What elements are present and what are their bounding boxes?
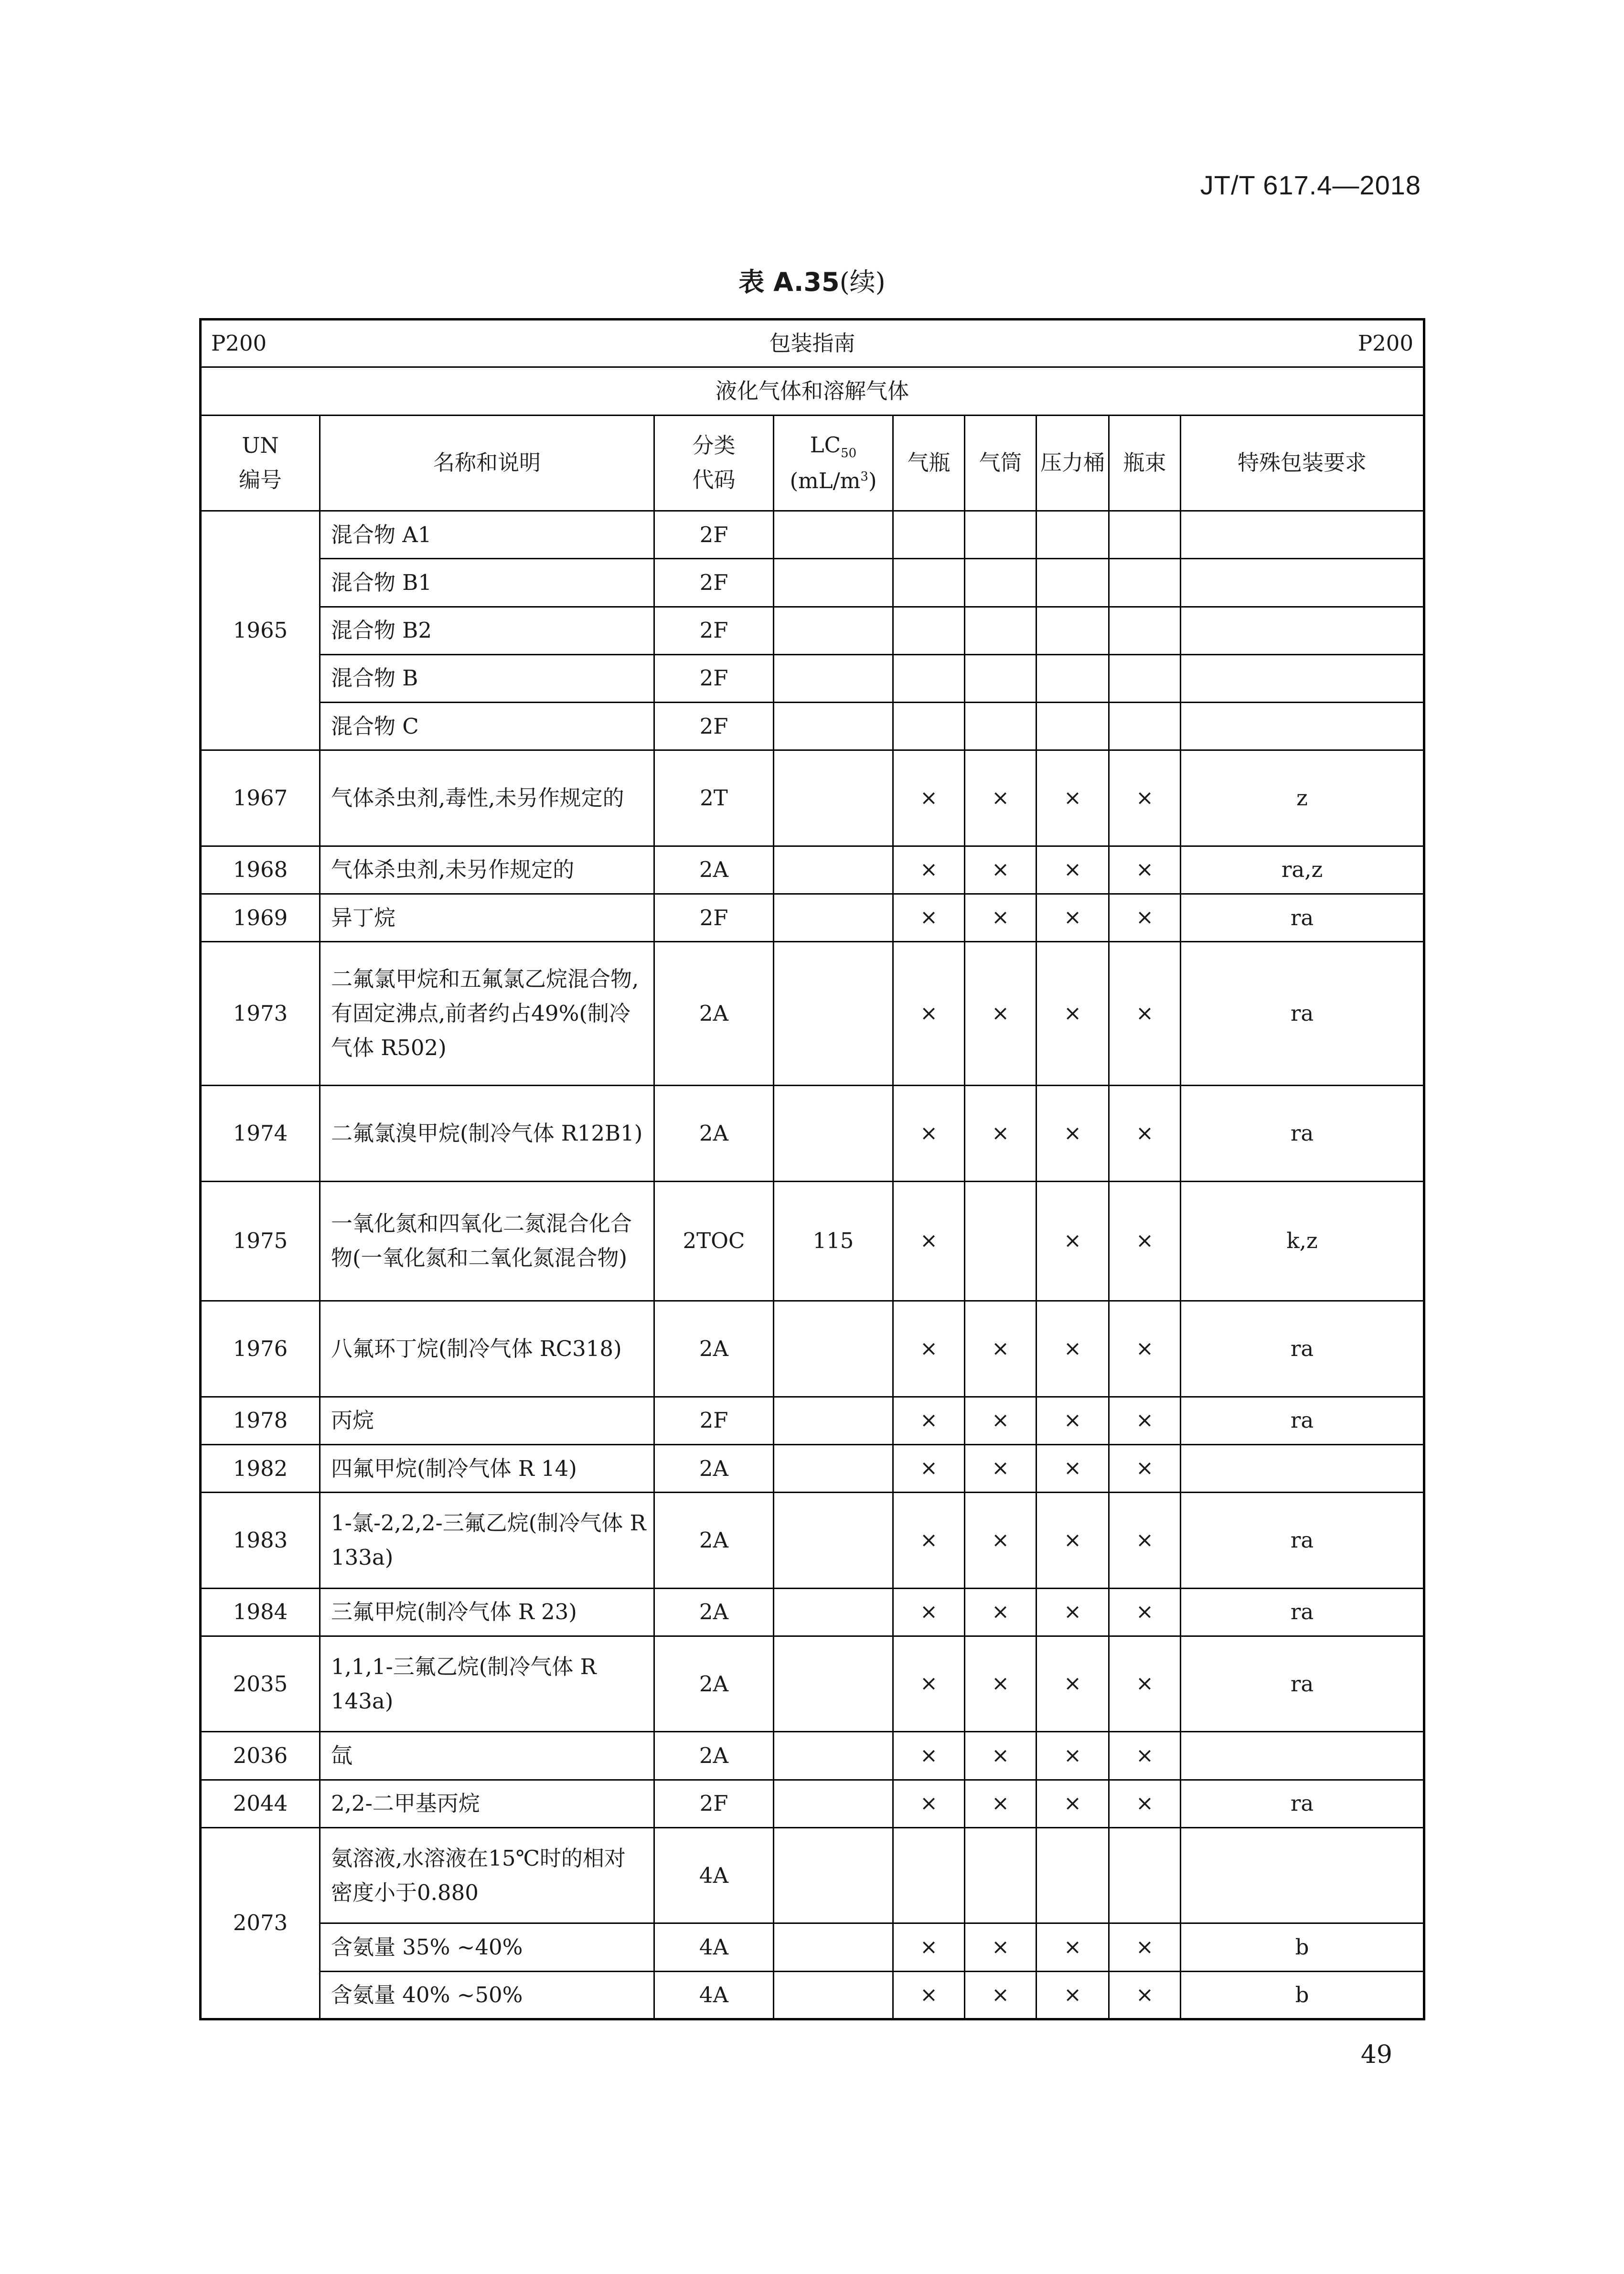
pressure-drums-cell: × bbox=[1036, 1444, 1109, 1492]
substance-name-cell: 混合物 C bbox=[320, 703, 654, 750]
header-lc50-unit-open: (mL/m bbox=[790, 468, 861, 493]
lc50-cell: 115 bbox=[774, 1181, 893, 1301]
tubes-cell bbox=[965, 559, 1036, 607]
table-row bbox=[201, 846, 1424, 894]
tubes-cell bbox=[965, 511, 1036, 559]
cylinders-cell bbox=[893, 511, 965, 559]
special-requirements-cell: ra bbox=[1181, 1301, 1424, 1397]
tubes-cell: × bbox=[965, 1397, 1036, 1444]
lc50-cell bbox=[774, 1588, 893, 1636]
pressure-drums-cell: × bbox=[1036, 1780, 1109, 1827]
class-code-cell: 2F bbox=[654, 1780, 774, 1827]
cylinders-cell bbox=[893, 654, 965, 702]
bundles-cell: × bbox=[1109, 1636, 1181, 1732]
table-row bbox=[201, 1301, 1424, 1397]
lc50-cell bbox=[774, 1923, 893, 1971]
pressure-drums-cell: × bbox=[1036, 1181, 1109, 1301]
table-row bbox=[201, 1397, 1424, 1444]
bundles-cell: × bbox=[1109, 1301, 1181, 1397]
header-lc50-prefix: LC bbox=[810, 432, 841, 458]
bundles-cell bbox=[1109, 607, 1181, 654]
lc50-cell bbox=[774, 1301, 893, 1397]
pressure-drums-cell: × bbox=[1036, 894, 1109, 942]
special-requirements-cell bbox=[1181, 559, 1424, 607]
tubes-cell: × bbox=[965, 846, 1036, 894]
lc50-cell bbox=[774, 1444, 893, 1492]
pressure-drums-cell: × bbox=[1036, 1086, 1109, 1182]
lc50-cell bbox=[774, 703, 893, 750]
class-code-cell: 2TOC bbox=[654, 1181, 774, 1301]
pressure-drums-cell: × bbox=[1036, 942, 1109, 1086]
header-lc50-symbol bbox=[782, 428, 885, 464]
cylinders-cell: × bbox=[893, 894, 965, 942]
table-row bbox=[201, 1493, 1424, 1589]
special-requirements-cell: ra bbox=[1181, 1636, 1424, 1732]
cylinders-cell bbox=[893, 607, 965, 654]
special-requirements-cell: b bbox=[1181, 1971, 1424, 2019]
class-code-cell: 2F bbox=[654, 654, 774, 702]
lc50-cell bbox=[774, 1086, 893, 1182]
cylinders-cell bbox=[893, 1827, 965, 1923]
tubes-cell: × bbox=[965, 1780, 1036, 1827]
table-row bbox=[201, 1588, 1424, 1636]
bundles-cell: × bbox=[1109, 1780, 1181, 1827]
un-number-cell: 1976 bbox=[201, 1301, 320, 1397]
substance-name-cell: 混合物 A1 bbox=[320, 511, 654, 559]
lc50-cell bbox=[774, 654, 893, 702]
class-code-cell: 2A bbox=[654, 1732, 774, 1780]
substance-name-cell: 丙烷 bbox=[320, 1397, 654, 1444]
special-requirements-cell bbox=[1181, 607, 1424, 654]
table-body bbox=[201, 320, 1424, 2019]
cylinders-cell: × bbox=[893, 942, 965, 1086]
un-number-cell: 1967 bbox=[201, 750, 320, 846]
page-number: 49 bbox=[1360, 2040, 1392, 2069]
un-number-cell: 2035 bbox=[201, 1636, 320, 1732]
un-number-cell: 1969 bbox=[201, 894, 320, 942]
pressure-drums-cell: × bbox=[1036, 1588, 1109, 1636]
table-row bbox=[201, 559, 1424, 607]
column-header-row bbox=[201, 415, 1424, 511]
bundles-cell: × bbox=[1109, 1971, 1181, 2019]
header-bundles: 瓶束 bbox=[1109, 415, 1181, 511]
class-code-cell: 2A bbox=[654, 1636, 774, 1732]
pressure-drums-cell: × bbox=[1036, 1397, 1109, 1444]
tubes-cell: × bbox=[965, 1636, 1036, 1732]
header-class-line2: 代码 bbox=[692, 467, 736, 493]
table-row bbox=[201, 1971, 1424, 2019]
pressure-drums-cell: × bbox=[1036, 1923, 1109, 1971]
class-code-cell: 2A bbox=[654, 1493, 774, 1589]
class-code-cell: 2F bbox=[654, 894, 774, 942]
bundles-cell: × bbox=[1109, 1181, 1181, 1301]
tubes-cell bbox=[965, 1827, 1036, 1923]
cylinders-cell: × bbox=[893, 1732, 965, 1780]
substance-name-cell: 气体杀虫剂,未另作规定的 bbox=[320, 846, 654, 894]
un-number-cell: 2044 bbox=[201, 1780, 320, 1827]
bundles-cell: × bbox=[1109, 1588, 1181, 1636]
cylinders-cell bbox=[893, 559, 965, 607]
instruction-header-cell bbox=[201, 320, 1424, 367]
substance-name-cell: 2,2-二甲基丙烷 bbox=[320, 1780, 654, 1827]
special-requirements-cell bbox=[1181, 703, 1424, 750]
instruction-title: 包装指南 bbox=[769, 331, 855, 356]
table-row bbox=[201, 750, 1424, 846]
instruction-header-row bbox=[201, 320, 1424, 367]
lc50-cell bbox=[774, 1827, 893, 1923]
tubes-cell: × bbox=[965, 1301, 1036, 1397]
un-number-cell: 1983 bbox=[201, 1493, 320, 1589]
pressure-drums-cell bbox=[1036, 559, 1109, 607]
table-row bbox=[201, 607, 1424, 654]
standard-code: JT/T 617.4—2018 bbox=[1200, 170, 1421, 200]
table-title-suffix: (续) bbox=[839, 267, 886, 297]
lc50-cell bbox=[774, 559, 893, 607]
header-tubes: 气筒 bbox=[965, 415, 1036, 511]
header-lc50-subscript: 50 bbox=[841, 446, 857, 460]
lc50-cell bbox=[774, 1397, 893, 1444]
pressure-drums-cell: × bbox=[1036, 846, 1109, 894]
un-number-cell: 1968 bbox=[201, 846, 320, 894]
class-code-cell: 2A bbox=[654, 846, 774, 894]
special-requirements-cell: ra bbox=[1181, 894, 1424, 942]
class-code-cell: 2A bbox=[654, 1588, 774, 1636]
bundles-cell bbox=[1109, 1827, 1181, 1923]
bundles-cell: × bbox=[1109, 846, 1181, 894]
tubes-cell: × bbox=[965, 1971, 1036, 2019]
substance-name-cell: 氨溶液,水溶液在15℃时的相对密度小于0.880 bbox=[320, 1827, 654, 1923]
pressure-drums-cell: × bbox=[1036, 1971, 1109, 2019]
table-row bbox=[201, 1732, 1424, 1780]
table-row bbox=[201, 1086, 1424, 1182]
un-number-cell: 1984 bbox=[201, 1588, 320, 1636]
class-code-cell: 2A bbox=[654, 1301, 774, 1397]
cylinders-cell: × bbox=[893, 1780, 965, 1827]
class-code-cell: 2A bbox=[654, 942, 774, 1086]
class-code-cell: 2F bbox=[654, 1397, 774, 1444]
header-cylinders: 气瓶 bbox=[893, 415, 965, 511]
header-un-number bbox=[201, 415, 320, 511]
table-row bbox=[201, 1636, 1424, 1732]
lc50-cell bbox=[774, 750, 893, 846]
un-number-cell: 1965 bbox=[201, 511, 320, 750]
special-requirements-cell bbox=[1181, 511, 1424, 559]
header-special-requirements: 特殊包装要求 bbox=[1181, 415, 1424, 511]
substance-name-cell: 四氟甲烷(制冷气体 R 14) bbox=[320, 1444, 654, 1492]
special-requirements-cell: ra bbox=[1181, 1493, 1424, 1589]
bundles-cell bbox=[1109, 654, 1181, 702]
pressure-drums-cell bbox=[1036, 607, 1109, 654]
table-row bbox=[201, 703, 1424, 750]
tubes-cell: × bbox=[965, 894, 1036, 942]
tubes-cell bbox=[965, 654, 1036, 702]
table-row bbox=[201, 654, 1424, 702]
tubes-cell: × bbox=[965, 1588, 1036, 1636]
table-row bbox=[201, 1444, 1424, 1492]
lc50-cell bbox=[774, 846, 893, 894]
lc50-cell bbox=[774, 607, 893, 654]
cylinders-cell: × bbox=[893, 1971, 965, 2019]
lc50-cell bbox=[774, 1971, 893, 2019]
bundles-cell: × bbox=[1109, 1923, 1181, 1971]
tubes-cell: × bbox=[965, 750, 1036, 846]
substance-name-cell: 混合物 B2 bbox=[320, 607, 654, 654]
un-number-cell: 1975 bbox=[201, 1181, 320, 1301]
header-name: 名称和说明 bbox=[320, 415, 654, 511]
special-requirements-cell: z bbox=[1181, 750, 1424, 846]
table-row bbox=[201, 1923, 1424, 1971]
table-row bbox=[201, 942, 1424, 1086]
cylinders-cell: × bbox=[893, 1301, 965, 1397]
un-number-cell: 2036 bbox=[201, 1732, 320, 1780]
special-requirements-cell bbox=[1181, 1827, 1424, 1923]
pressure-drums-cell: × bbox=[1036, 750, 1109, 846]
pressure-drums-cell: × bbox=[1036, 1301, 1109, 1397]
cylinders-cell: × bbox=[893, 750, 965, 846]
lc50-cell bbox=[774, 1636, 893, 1732]
header-pressure-drums: 压力桶 bbox=[1036, 415, 1109, 511]
pressure-drums-cell bbox=[1036, 703, 1109, 750]
table-row bbox=[201, 1827, 1424, 1923]
substance-name-cell: 混合物 B bbox=[320, 654, 654, 702]
lc50-cell bbox=[774, 1780, 893, 1827]
packing-instruction-table bbox=[199, 318, 1425, 2020]
class-code-cell: 2F bbox=[654, 559, 774, 607]
class-code-cell: 2T bbox=[654, 750, 774, 846]
tubes-cell bbox=[965, 703, 1036, 750]
header-lc50-unit-sup: 3 bbox=[860, 469, 868, 484]
instruction-code-right: P200 bbox=[1357, 331, 1414, 356]
cylinders-cell: × bbox=[893, 1444, 965, 1492]
tubes-cell bbox=[965, 1181, 1036, 1301]
tubes-cell: × bbox=[965, 942, 1036, 1086]
header-lc50 bbox=[774, 415, 893, 511]
special-requirements-cell: ra bbox=[1181, 1780, 1424, 1827]
cylinders-cell: × bbox=[893, 1397, 965, 1444]
un-number-cell: 2073 bbox=[201, 1827, 320, 2019]
pressure-drums-cell bbox=[1036, 1827, 1109, 1923]
substance-name-cell: 1,1,1-三氟乙烷(制冷气体 R 143a) bbox=[320, 1636, 654, 1732]
substance-name-cell: 一氧化氮和四氧化二氮混合化合物(一氧化氮和二氧化氮混合物) bbox=[320, 1181, 654, 1301]
special-requirements-cell: ra bbox=[1181, 1588, 1424, 1636]
substance-name-cell: 二氟氯甲烷和五氟氯乙烷混合物,有固定沸点,前者约占49%(制冷气体 R502) bbox=[320, 942, 654, 1086]
class-code-cell: 2A bbox=[654, 1444, 774, 1492]
special-requirements-cell: ra,z bbox=[1181, 846, 1424, 894]
cylinders-cell: × bbox=[893, 1923, 965, 1971]
substance-name-cell: 二氟氯溴甲烷(制冷气体 R12B1) bbox=[320, 1086, 654, 1182]
lc50-cell bbox=[774, 1493, 893, 1589]
header-un-line1: UN bbox=[242, 433, 279, 459]
header-lc50-unit bbox=[782, 464, 885, 498]
special-requirements-cell bbox=[1181, 654, 1424, 702]
cylinders-cell: × bbox=[893, 1588, 965, 1636]
header-lc50-unit-close: ) bbox=[868, 468, 877, 493]
special-requirements-cell: b bbox=[1181, 1923, 1424, 1971]
bundles-cell: × bbox=[1109, 1493, 1181, 1589]
bundles-cell: × bbox=[1109, 1732, 1181, 1780]
lc50-cell bbox=[774, 511, 893, 559]
section-title-row bbox=[201, 367, 1424, 415]
bundles-cell: × bbox=[1109, 750, 1181, 846]
class-code-cell: 2F bbox=[654, 511, 774, 559]
class-code-cell: 4A bbox=[654, 1971, 774, 2019]
lc50-cell bbox=[774, 942, 893, 1086]
un-number-cell: 1978 bbox=[201, 1397, 320, 1444]
lc50-cell bbox=[774, 1732, 893, 1780]
cylinders-cell: × bbox=[893, 1086, 965, 1182]
header-class-line1: 分类 bbox=[692, 433, 736, 459]
substance-name-cell: 含氨量 35% ~40% bbox=[320, 1923, 654, 1971]
class-code-cell: 4A bbox=[654, 1827, 774, 1923]
tubes-cell: × bbox=[965, 1493, 1036, 1589]
substance-name-cell: 混合物 B1 bbox=[320, 559, 654, 607]
lc50-cell bbox=[774, 894, 893, 942]
bundles-cell bbox=[1109, 559, 1181, 607]
special-requirements-cell: ra bbox=[1181, 1086, 1424, 1182]
special-requirements-cell: k,z bbox=[1181, 1181, 1424, 1301]
header-class-code bbox=[654, 415, 774, 511]
substance-name-cell: 氙 bbox=[320, 1732, 654, 1780]
bundles-cell: × bbox=[1109, 1397, 1181, 1444]
class-code-cell: 2F bbox=[654, 607, 774, 654]
un-number-cell: 1974 bbox=[201, 1086, 320, 1182]
bundles-cell: × bbox=[1109, 1086, 1181, 1182]
cylinders-cell: × bbox=[893, 1493, 965, 1589]
table-row bbox=[201, 894, 1424, 942]
tubes-cell bbox=[965, 607, 1036, 654]
pressure-drums-cell: × bbox=[1036, 1493, 1109, 1589]
special-requirements-cell bbox=[1181, 1732, 1424, 1780]
table-row bbox=[201, 511, 1424, 559]
special-requirements-cell: ra bbox=[1181, 942, 1424, 1086]
cylinders-cell: × bbox=[893, 1636, 965, 1732]
substance-name-cell: 异丁烷 bbox=[320, 894, 654, 942]
table-row bbox=[201, 1780, 1424, 1827]
cylinders-cell bbox=[893, 703, 965, 750]
substance-name-cell: 八氟环丁烷(制冷气体 RC318) bbox=[320, 1301, 654, 1397]
cylinders-cell: × bbox=[893, 846, 965, 894]
bundles-cell: × bbox=[1109, 1444, 1181, 1492]
tubes-cell: × bbox=[965, 1923, 1036, 1971]
table-row bbox=[201, 1181, 1424, 1301]
substance-name-cell: 含氨量 40% ~50% bbox=[320, 1971, 654, 2019]
table-title bbox=[0, 262, 1624, 299]
section-title: 液化气体和溶解气体 bbox=[201, 367, 1424, 415]
tubes-cell: × bbox=[965, 1732, 1036, 1780]
bundles-cell: × bbox=[1109, 942, 1181, 1086]
pressure-drums-cell bbox=[1036, 654, 1109, 702]
pressure-drums-cell: × bbox=[1036, 1636, 1109, 1732]
tubes-cell: × bbox=[965, 1444, 1036, 1492]
bundles-cell bbox=[1109, 703, 1181, 750]
bundles-cell: × bbox=[1109, 894, 1181, 942]
special-requirements-cell bbox=[1181, 1444, 1424, 1492]
tubes-cell: × bbox=[965, 1086, 1036, 1182]
pressure-drums-cell bbox=[1036, 511, 1109, 559]
pressure-drums-cell: × bbox=[1036, 1732, 1109, 1780]
class-code-cell: 2A bbox=[654, 1086, 774, 1182]
substance-name-cell: 气体杀虫剂,毒性,未另作规定的 bbox=[320, 750, 654, 846]
un-number-cell: 1982 bbox=[201, 1444, 320, 1492]
header-un-line2: 编号 bbox=[238, 467, 282, 493]
table-title-main: 表 A.35 bbox=[738, 267, 840, 297]
bundles-cell bbox=[1109, 511, 1181, 559]
cylinders-cell: × bbox=[893, 1181, 965, 1301]
class-code-cell: 2F bbox=[654, 703, 774, 750]
special-requirements-cell: ra bbox=[1181, 1397, 1424, 1444]
class-code-cell: 4A bbox=[654, 1923, 774, 1971]
substance-name-cell: 1-氯-2,2,2-三氟乙烷(制冷气体 R 133a) bbox=[320, 1493, 654, 1589]
instruction-code-left: P200 bbox=[211, 331, 267, 356]
substance-name-cell: 三氟甲烷(制冷气体 R 23) bbox=[320, 1588, 654, 1636]
un-number-cell: 1973 bbox=[201, 942, 320, 1086]
